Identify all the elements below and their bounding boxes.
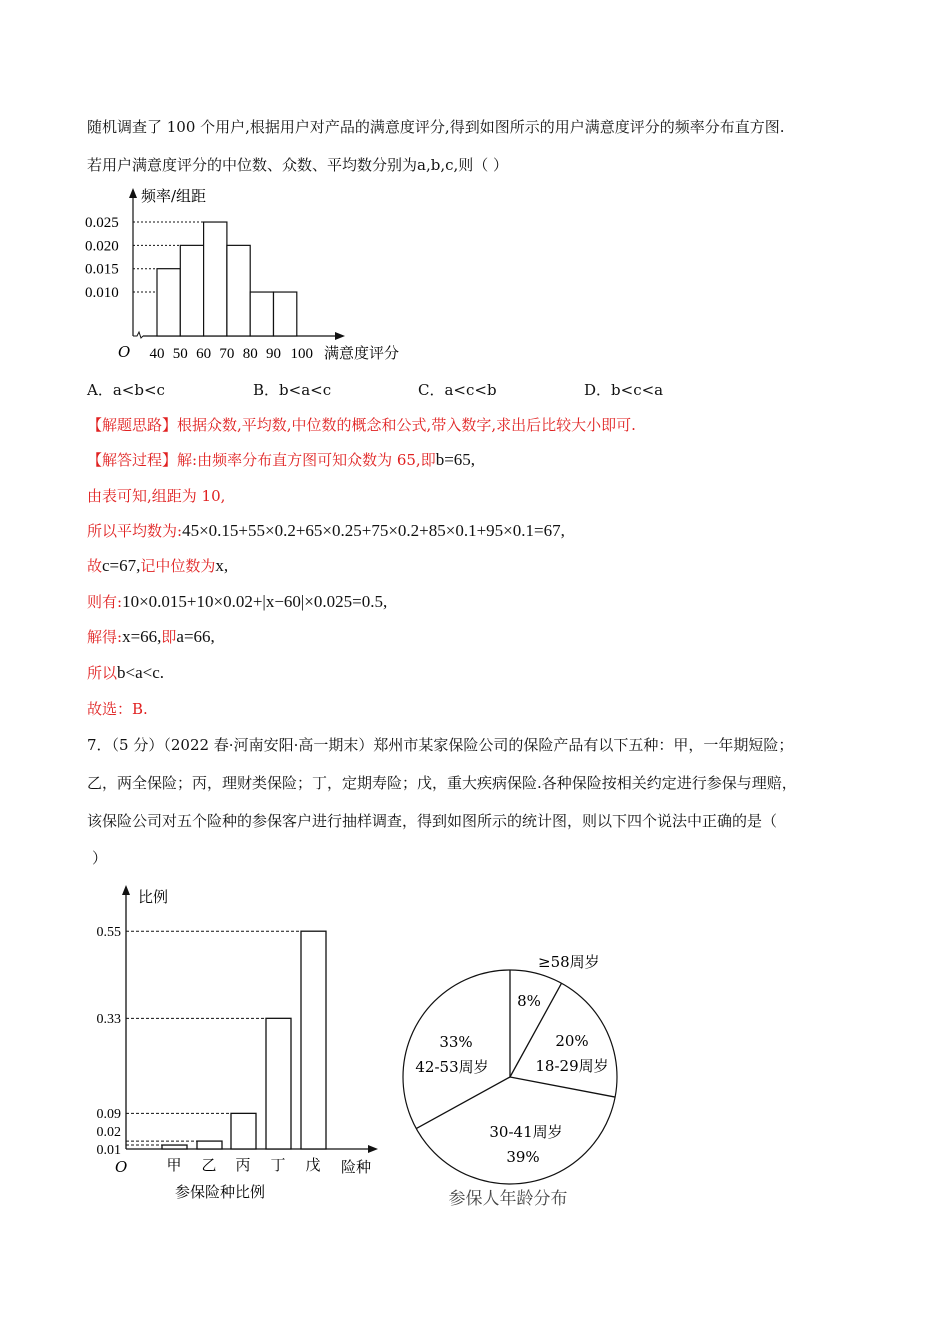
idea-label: 【解题思路】 <box>87 416 178 434</box>
y-tick-label: 0.02 <box>96 1125 121 1140</box>
x-axis-arrow <box>335 332 345 340</box>
histogram-bar <box>227 245 250 336</box>
step-5-text2: 即 <box>161 628 177 646</box>
step-3-text2: 记中位数为 <box>140 557 216 575</box>
bar <box>231 1113 256 1149</box>
answer: 故选：B. <box>87 700 148 718</box>
insurance-bar-chart <box>0 870 400 1220</box>
x-tick-label: 丙 <box>235 1156 251 1174</box>
step-1: 由表可知,组距为 10, <box>87 487 226 505</box>
option-b: B．b<a<c <box>253 381 332 399</box>
chart-title: 参保险种比例 <box>174 1183 266 1201</box>
step-5-text: 解得: <box>87 628 123 646</box>
histogram-bar <box>250 292 273 336</box>
slice-pct-42-53: 33% <box>439 1033 473 1051</box>
x-axis-label: 满意度评分 <box>324 344 400 362</box>
x-tick-label: 100 <box>290 346 314 362</box>
x-axis-arrow <box>368 1145 378 1153</box>
axis-break <box>133 332 143 338</box>
q7-stem-line2: 乙，两全保险；丙，理财类保险；丁，定期寿险；戊，重大疾病保险.各种保险按相关约定进行参保与理赔， <box>87 774 797 792</box>
chart-title: 参保人年龄分布 <box>448 1189 568 1209</box>
histogram-bar <box>180 245 203 336</box>
q7-stem-line4: ） <box>92 849 108 867</box>
y-tick-label: 0.015 <box>85 261 119 278</box>
proc-label: 【解答过程】 <box>87 451 178 469</box>
x-tick-label: 80 <box>242 346 258 362</box>
q6-stem-line1: 随机调查了 100 个用户,根据用户对产品的满意度评分,得到如图所示的用户满意度评分的频率分布直方图. <box>87 118 785 136</box>
x-axis-label: 险种 <box>341 1158 372 1176</box>
step-4-math: 10×0.015+10×0.02+|x−60|×0.025=0.5, <box>122 592 388 611</box>
slice-label-42-53: 42-53周岁 <box>415 1058 489 1076</box>
step-2 <box>87 521 565 541</box>
option-a: A．a<b<c <box>87 381 165 399</box>
step-5 <box>87 627 215 647</box>
step-3-math: c=67, <box>102 556 141 575</box>
histogram-chart <box>0 180 450 370</box>
y-tick-label: 0.55 <box>96 925 121 940</box>
x-tick-label: 甲 <box>166 1156 182 1174</box>
step-5-math: x=66, <box>122 627 162 646</box>
slice-pct-18-29: 20% <box>555 1032 589 1050</box>
y-axis-arrow <box>122 885 130 895</box>
age-pie-chart <box>390 940 640 1220</box>
x-tick-label: 40 <box>149 346 165 362</box>
slice-label-30-41: 30-41周岁 <box>489 1123 563 1141</box>
x-tick-label: 90 <box>266 346 281 362</box>
step-6-math: b<a<c. <box>117 663 165 682</box>
bar <box>266 1018 291 1149</box>
histogram-bar <box>274 292 297 336</box>
proc-math: b=65, <box>435 450 476 469</box>
step-2-math: 45×0.15+55×0.2+65×0.25+75×0.2+85×0.1+95×0.1=67, <box>182 521 565 540</box>
bar <box>301 931 326 1149</box>
slice-label-58plus: ≥58周岁 <box>538 953 600 971</box>
y-tick-label: 0.020 <box>85 238 119 255</box>
q6-stem-line2: 若用户满意度评分的中位数、众数、平均数分别为a,b,c,则（ ） <box>87 156 509 174</box>
step-3-text: 故 <box>87 557 103 575</box>
step-6 <box>87 663 164 683</box>
step-2-text: 所以平均数为: <box>87 522 183 540</box>
step-3 <box>87 556 228 576</box>
idea-text: 根据众数,平均数,中位数的概念和公式,带入数字,求出后比较大小即可. <box>177 416 636 434</box>
step-4 <box>87 592 387 612</box>
slice-label-18-29: 18-29周岁 <box>535 1057 609 1075</box>
x-tick-label: 乙 <box>201 1156 217 1174</box>
y-axis-arrow <box>129 188 137 198</box>
solution-process <box>87 450 475 470</box>
y-tick-label: 0.01 <box>96 1143 121 1158</box>
x-tick-label: 70 <box>219 346 235 362</box>
y-tick-label: 0.09 <box>96 1107 121 1122</box>
step-5-math2: a=66, <box>176 627 215 646</box>
origin-label: O <box>115 1158 128 1176</box>
y-tick-label: 0.33 <box>96 1012 121 1027</box>
proc-text: 解:由频率分布直方图可知众数为 65,即 <box>177 451 436 469</box>
x-tick-label: 60 <box>196 346 212 362</box>
q7-stem-line3: 该保险公司对五个险种的参保客户进行抽样调查，得到如图所示的统计图，则以下四个说法中正确的是（ <box>87 812 778 830</box>
y-tick-label: 0.025 <box>85 215 119 232</box>
q7-stem-line1: 7．（5 分）（2022 春·河南安阳·高一期末）郑州市某家保险公司的保险产品有以下五种：甲，一年期短险； <box>87 736 794 754</box>
step-6-text: 所以 <box>87 664 118 682</box>
step-4-text: 则有: <box>87 593 123 611</box>
bar <box>162 1145 187 1149</box>
option-c: C．a<c<b <box>418 381 497 399</box>
x-tick-label: 戊 <box>305 1156 321 1174</box>
option-d: D．b<c<a <box>584 381 664 399</box>
x-tick-label: 丁 <box>270 1156 286 1174</box>
y-axis-label: 比例 <box>138 888 169 906</box>
step-3-math2: x, <box>215 556 229 575</box>
histogram-bar <box>204 222 227 336</box>
bar <box>197 1141 222 1149</box>
solution-idea <box>87 415 636 435</box>
slice-pct-58plus: 8% <box>517 992 541 1010</box>
x-tick-label: 50 <box>172 346 188 362</box>
y-axis-label: 频率/组距 <box>141 187 207 205</box>
slice-pct-30-41: 39% <box>506 1148 540 1166</box>
histogram-bar <box>157 269 180 336</box>
y-tick-label: 0.010 <box>85 285 119 302</box>
origin-label: O <box>118 343 131 361</box>
